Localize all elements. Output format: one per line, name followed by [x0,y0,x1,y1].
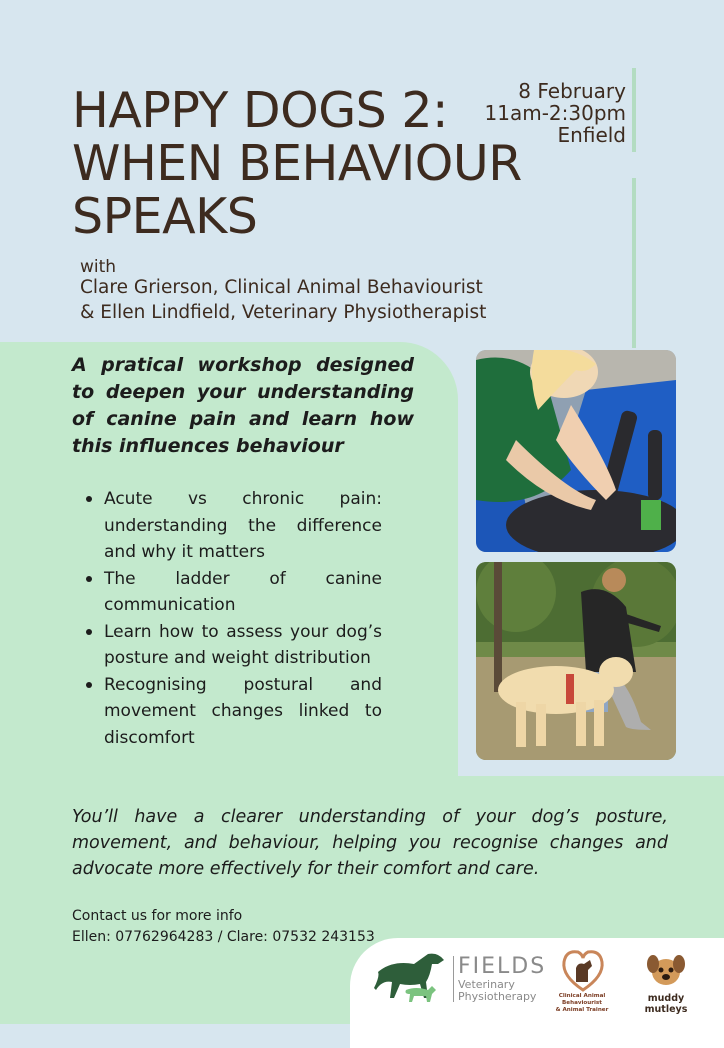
training-photo [476,562,676,760]
event-details [485,80,627,146]
event-location: Enfield [557,123,626,147]
event-time: 11am-2:30pm [484,101,626,125]
with-label: with [80,257,117,277]
workshop-tagline: A pratical workshop designed to deepen your understanding of canine pain and learn how this influences behaviour [72,354,414,457]
accent-divider [632,68,636,152]
presenter-clare: Clare Grierson, Clinical Animal Behaviourist [80,277,483,298]
workshop-summary: You’ll have a clearer understanding of your dog’s posture, movement, and behaviour, helping you recognise changes and advocate more effectively for their comfort and care. [72,807,668,879]
fields-logo-sub: Physiotherapy [458,990,537,1003]
list-item: Acute vs chronic pain: understanding the difference and why it matters [84,486,382,566]
contact-numbers: Ellen: 07762964283 / Clare: 07532 243153 [72,929,375,945]
title-line: SPEAKS [72,188,258,245]
muddy-mutleys-logo-text: muddy mutleys [644,993,688,1015]
list-item: Recognising postural and movement changes linked to discomfort [84,672,382,752]
physio-photo [476,350,676,552]
event-date: 8 February [518,79,626,103]
list-item: The ladder of canine communication [84,566,382,619]
contact-heading: Contact us for more info [72,908,243,924]
horse-logo-icon [372,950,448,1010]
trainer-logo-text [548,993,616,1014]
heart-dog-logo-icon [560,948,606,996]
muddy-dog-icon [646,950,686,994]
fields-logo-sub: Veterinary [458,978,515,991]
trainer-line: Clinical Animal Behaviourist [558,993,606,1006]
accent-divider [632,178,636,348]
list-item: Learn how to assess your dog’s posture and weight distribution [84,619,382,672]
presenter-ellen: & Ellen Lindfield, Veterinary Physiotherapist [80,302,487,323]
topics-list [84,486,382,751]
title-line: WHEN BEHAVIOUR [72,135,522,192]
logo-divider [453,956,454,1002]
event-title [72,84,542,243]
fields-logo-text: FIELDS [458,954,547,979]
title-line: HAPPY DOGS 2: [72,82,449,139]
trainer-line: & Animal Trainer [555,1007,609,1013]
